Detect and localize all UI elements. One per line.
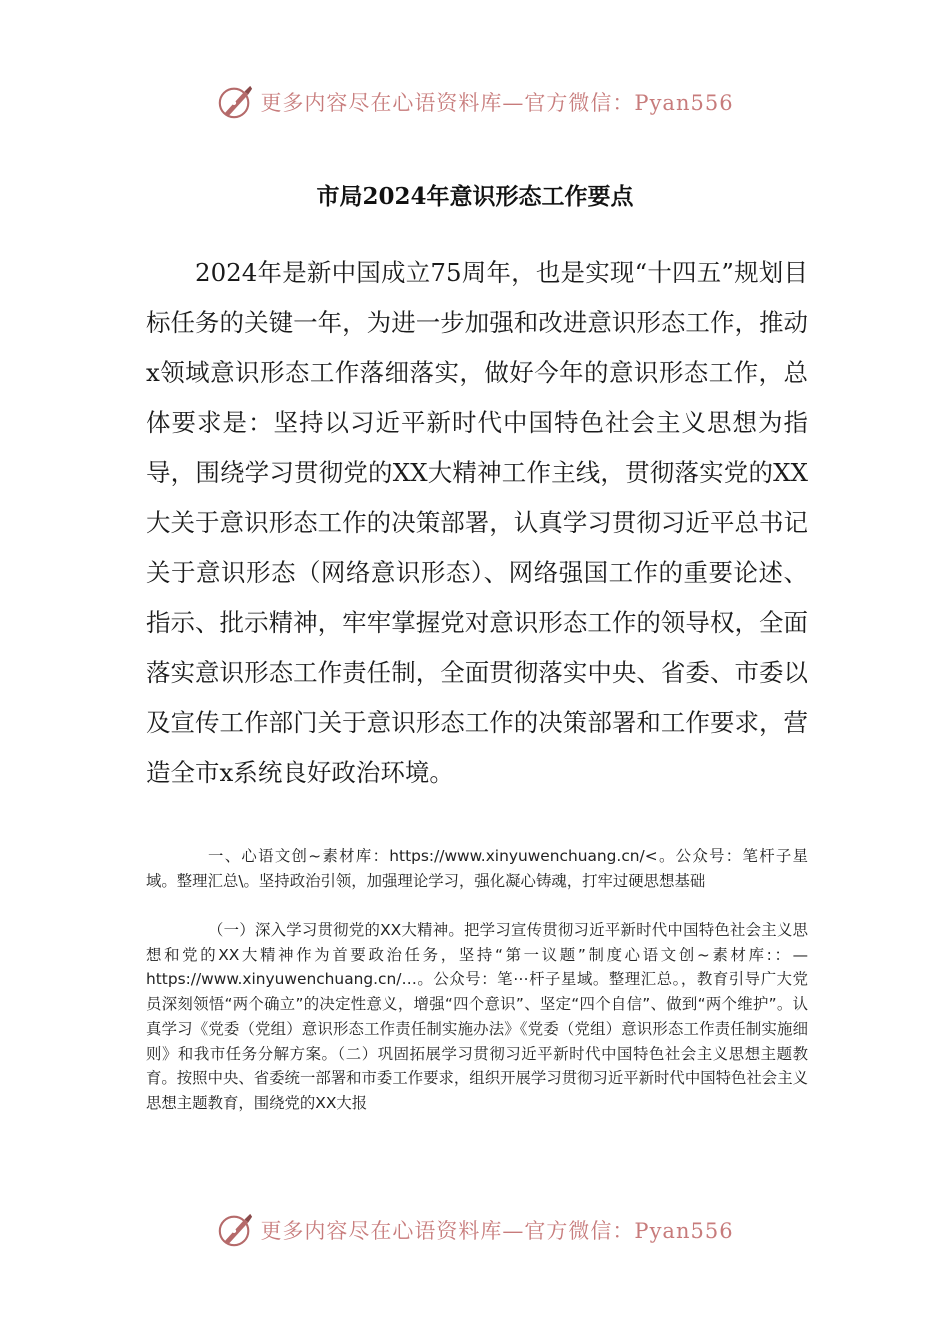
intro-paragraph: 2024年是新中国成立75周年，也是实现“十四五”规划目标任务的关键一年，为进一步加强和改进意识形态工作，推动x领域意识形态工作落细落实，做好今年的意识形态工作，总体要求是：坚持以习近平新时代中国特色社会主义思想为指导，围绕学习贯彻党的XX大精神工作主线，贯彻落实党的XX大关于意识形态工作的决策部署，认真学习贯彻习近平总书记关于意识形态（网络意识形态）、网络强国工作的重要论述、指示、批示精神，牢牢掌握党对意识形态工作的领导权，全面落实意识形态工作责任制，全面贯彻落实中央、省委、市委以及宣传工作部门关于意识形态工作的决策部署和工作要求，营造全市x系统良好政治环境。 xyxy=(146,258,808,787)
watermark-text: 更多内容尽在心语资料库—官方微信：Pyan556 xyxy=(260,91,734,115)
header-watermark xyxy=(0,78,950,126)
watermark-text: 更多内容尽在心语资料库—官方微信：Pyan556 xyxy=(260,1219,734,1243)
section-one-paragraph: 一、心语文创~素材库：https://www.xinyuwenchuang.cn/<。公众号：笔杆子星域。整理汇总\。坚持政治引领，加强理论学习，强化凝心铸魂，打牢过硬思想基础 xyxy=(146,847,808,890)
pen-nib-circle-icon xyxy=(216,83,254,121)
footer-watermark xyxy=(0,1206,950,1254)
section-two-paragraph: （一）深入学习贯彻党的XX大精神。把学习宣传贯彻习近平新时代中国特色社会主义思想和党的XX大精神作为首要政治任务，坚持“第一议题”制度心语文创~素材库:：—https://www.xinyuwenchuang.cn/…。公众号：笔⋯杆子星域。整理汇总。，教育引导广大党员深刻领悟“两个确立”的决定性意义，增强“四个意识”、坚定“四个自信”、做到“两个维护”。认真学习《党委（党组）意识形态工作责任制实施办法》《党委（党组）意识形态工作责任制实施细则》和我市任务分解方案。（二）巩固拓展学习贯彻习近平新时代中国特色社会主义思想主题教育。按照中央、省委统一部署和市委工作要求，组织开展学习贯彻习近平新时代中国特色社会主义思想主题教育，围绕党的XX大报 xyxy=(146,921,808,1112)
pen-nib-circle-icon xyxy=(216,1211,254,1249)
page-title: 市局2024年意识形态工作要点 xyxy=(316,183,634,210)
